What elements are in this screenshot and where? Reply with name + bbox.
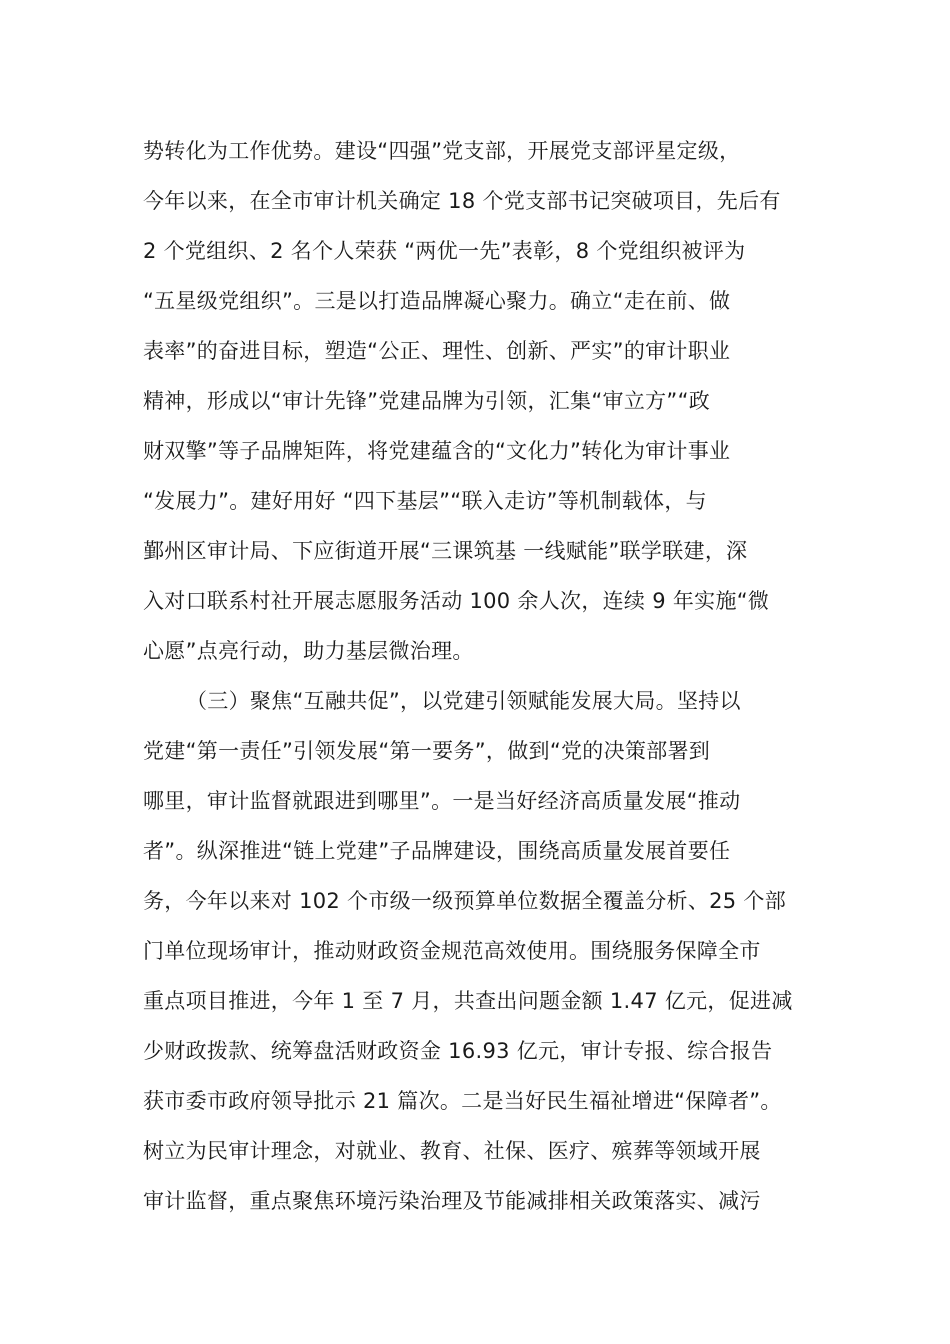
text-line: 门单位现场审计，推动财政资金规范高效使用。围绕服务保障全市 [143, 939, 761, 963]
text-line: 哪里，审计监督就跟进到哪里”。一是当好经济高质量发展“推动 [143, 789, 741, 813]
text-line: 鄞州区审计局、下应街道开展“三课筑基 一线赋能”联学联建，深 [143, 539, 748, 563]
text-line: 精神，形成以“审计先锋”党建品牌为引领，汇集“审立方”“政 [143, 389, 711, 413]
text-line: 者”。纵深推进“链上党建”子品牌建设，围绕高质量发展首要任 [143, 839, 731, 863]
text-line: “五星级党组织”。三是以打造品牌凝心聚力。确立“走在前、做 [143, 289, 731, 313]
text-line: 少财政拨款、统筹盘活财政资金 16.93 亿元，审计专报、综合报告 [143, 1039, 773, 1063]
text-line: 势转化为工作优势。建设“四强”党支部，开展党支部评星定级， [143, 139, 741, 163]
text-line: 今年以来，在全市审计机关确定 18 个党支部书记突破项目，先后有 [143, 189, 781, 213]
text-line: 获市委市政府领导批示 21 篇次。二是当好民生福祉增进“保障者”。 [143, 1089, 782, 1113]
text-line: 入对口联系村社开展志愿服务活动 100 余人次，连续 9 年实施“微 [143, 589, 770, 613]
section-heading-line: （三）聚焦“互融共促”，以党建引领赋能发展大局。坚持以 [186, 689, 741, 713]
text-line: 心愿”点亮行动，助力基层微治理。 [143, 639, 474, 663]
text-line: 审计监督，重点聚焦环境污染治理及节能减排相关政策落实、减污 [143, 1189, 761, 1213]
text-line: 2 个党组织、2 名个人荣获 “两优一先”表彰，8 个党组织被评为 [143, 239, 746, 263]
text-line: 财双擎”等子品牌矩阵，将党建蕴含的“文化力”转化为审计事业 [143, 439, 731, 463]
text-line: 重点项目推进，今年 1 至 7 月，共查出问题金额 1.47 亿元，促进减 [143, 989, 793, 1013]
text-line: 树立为民审计理念，对就业、教育、社保、医疗、殡葬等领域开展 [143, 1139, 761, 1163]
text-line: 表率”的奋进目标，塑造“公正、理性、创新、严实”的审计职业 [143, 339, 731, 363]
text-line: “发展力”。建好用好 “四下基层”“联入走访”等机制载体，与 [143, 489, 707, 513]
text-line: 务，今年以来对 102 个市级一级预算单位数据全覆盖分析、25 个部 [143, 889, 787, 913]
text-line: 党建“第一责任”引领发展“第一要务”，做到“党的决策部署到 [143, 739, 711, 763]
